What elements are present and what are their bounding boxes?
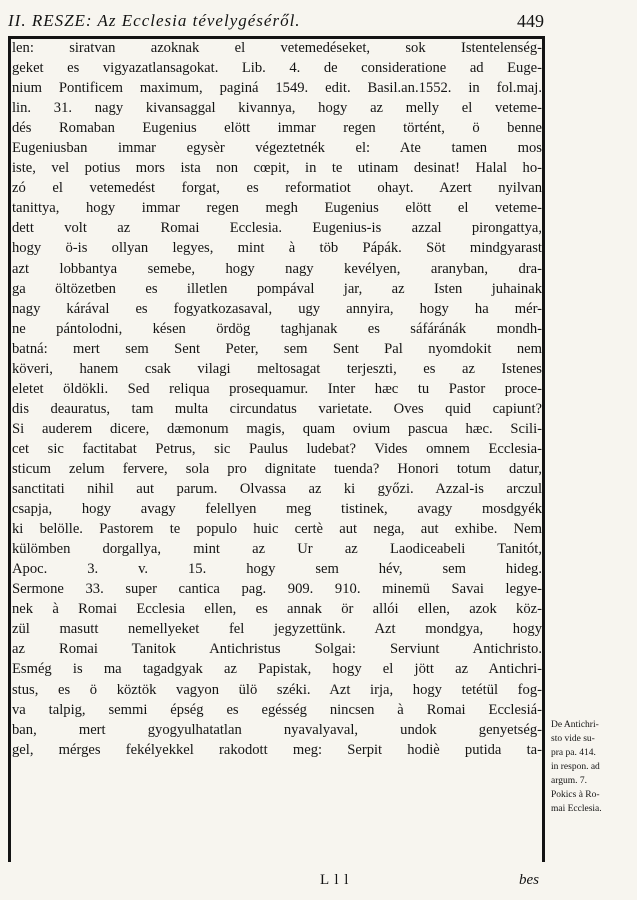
- text-line: Esmég is ma tagadgyak az Papistak, hogy el jött az Antichri-: [12, 661, 542, 678]
- text-line: Si auderem dicere, dæmonum magis, quam ovium pascua hæc. Scili-: [12, 420, 542, 437]
- text-line: külömben dorgallya, mint az Ur az Laodiceabeli Tanitót,: [12, 541, 542, 558]
- text-line: zül masutt nemellyeket fel jegyzettünk. Azt mondgya, hogy: [12, 621, 542, 638]
- running-header: [8, 6, 548, 36]
- text-line: cet sic factitabat Petrus, sic Paulus ludebat? Vides omnem Ecclesia-: [12, 440, 542, 457]
- text-line: köveri, hanem csak vilagi meltosagat terjeszti, es az Istenes: [12, 360, 542, 377]
- margin-note: [551, 718, 635, 816]
- running-title: II. RESZE: Az Ecclesia tévelygéséről.: [8, 11, 301, 30]
- page-number: 449: [517, 10, 544, 31]
- text-line: sticum zelum fervere, sola pro dignitate tuenda? Honori totum datur,: [12, 460, 542, 477]
- text-line: lin. 31. nagy kivansaggal kivannya, hogy az melly el veteme-: [12, 100, 542, 117]
- text-line: len: siratvan azoknak el vetemedéseket, sok Istentelenség-: [12, 40, 542, 56]
- margin-note-line: in respon. ad: [551, 762, 600, 772]
- text-line: ga öltözetben es illetlen pompával jar, az Isten juhainak: [12, 280, 542, 297]
- text-line: Sermone 33. super cantica pag. 909. 910. minemü Savai legye-: [12, 581, 542, 598]
- text-line: dis deauratus, tam multa circundatus varietate. Oves quid capiunt?: [12, 400, 542, 417]
- signature-mark: L l l: [320, 872, 350, 888]
- text-line: ne pántolodni, késen ördög taghjanak es sáfáránák mondh-: [12, 320, 542, 337]
- text-line: ban, mert gyogyulhatatlan nyavalyaval, undok genyetség-: [12, 721, 542, 738]
- text-line: az Romai Tanitok Antichristus Solgai: Serviunt Antichristo.: [12, 641, 542, 658]
- text-line: hogy ö-is ollyan legyes, mint à töb Pápák. Söt mindgyarast: [12, 240, 542, 257]
- margin-note-line: sto vide su-: [551, 734, 595, 744]
- text-line: dés Romaban Eugenius elött immar regen történt, ö benne: [12, 120, 542, 137]
- text-line: sanctitati nihil aut parum. Olvassa az ki győzi. Azzal-is arczul: [12, 481, 542, 498]
- margin-note-line: pra pa. 414.: [551, 748, 596, 758]
- text-line: nium Pontificem maximum, paginá 1549. edit. Basil.an.1552. in fol.maj.: [12, 80, 542, 97]
- text-line: Apoc. 3. v. 15. hogy sem hév, sem hideg.: [12, 561, 542, 578]
- text-line: zó el vetemedést forgat, es reformatiot ohayt. Azert nyilvan: [12, 180, 542, 197]
- margin-note-line: argum. 7.: [551, 776, 587, 786]
- body-text: [12, 38, 542, 760]
- text-line: iste, vel potius mors ista non cœpit, in te utinam desinat! Halal ho-: [12, 160, 542, 177]
- catchword: bes: [519, 872, 539, 888]
- text-line: va talpig, semmi épség es egésség nincsen à Romai Ecclesiá-: [12, 701, 542, 718]
- margin-note-line: Pokics à Ro-: [551, 790, 600, 800]
- text-line: stus, es ö köztök vagyon ülö széki. Azt irja, hogy tetétül fog-: [12, 681, 542, 698]
- text-line: tanittya, hogy immar regen megh Eugenius elött el veteme-: [12, 200, 542, 217]
- text-line: ki belölle. Pastorem te populo huic certè aut nega, aut exhibe. Nem: [12, 521, 542, 538]
- margin-note-line: mai Ecclesia.: [551, 804, 602, 814]
- text-line: nagy kárával es fogyatkozasaval, ugy annyira, hogy ha mér-: [12, 300, 542, 317]
- margin-note-line: De Antichri-: [551, 720, 599, 730]
- text-line: geket es vigyazatlansagokat. Lib. 4. de consideratione ad Euge-: [12, 60, 542, 77]
- text-line: azt lobbantya semebe, hogy nagy kevélyen, aranyban, dra-: [12, 260, 542, 277]
- text-line: dett volt az Romai Ecclesia. Eugenius-is azzal pirongattya,: [12, 220, 542, 237]
- text-line: Eugeniusban immar egysèr végeztetnék el: Ate tamen mos: [12, 140, 542, 157]
- text-line: csapja, hogy avagy felellyen meg tistinek, avagy mosdgyék: [12, 501, 542, 518]
- page-footer: [8, 862, 545, 894]
- text-line: batná: mert sem Sent Peter, sem Sent Pal nyomdokit nem: [12, 340, 542, 357]
- text-line: gel, mérges fekélyekkel rakodott meg: Serpit hodiè putida ta-: [12, 741, 542, 758]
- text-line: eletet öldökli. Sed reliqua prosequamur. Inter hæc tu Pastor proce-: [12, 380, 542, 397]
- text-line: nek à Romai Ecclesia ellen, es annak ör allói ellen, azok köz-: [12, 601, 542, 618]
